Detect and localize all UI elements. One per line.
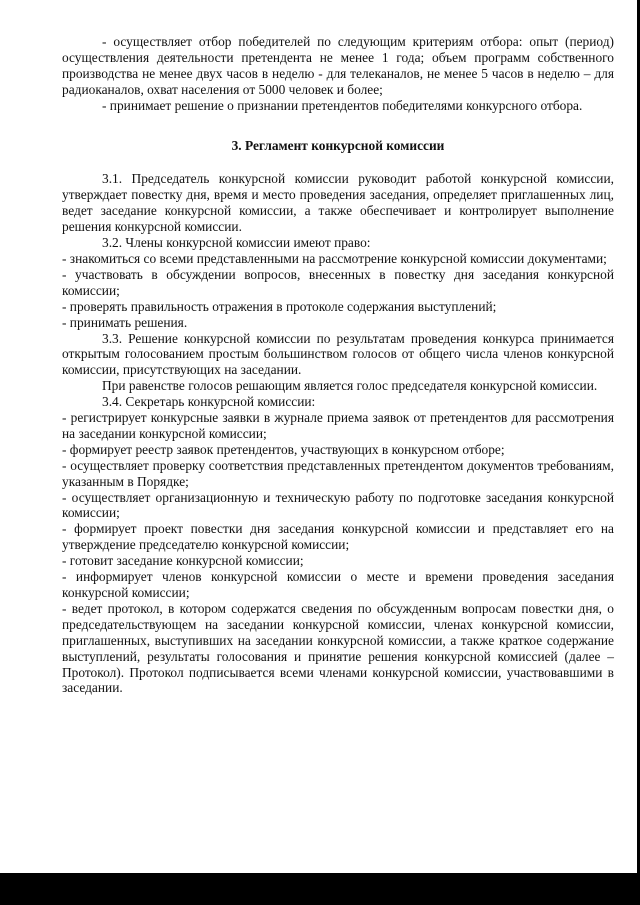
duty-item: - ведет протокол, в котором содержатся сведения по обсужденным вопросам повестки дня, о председательствующем на заседании конкурсной комиссии, членах конкурсной комиссии, приглашенных, выступивших на заседании конкурсной комиссии, а также краткое содержание выступлений, результаты голосования и принятие решения конкурсной комиссией (далее – Протокол). Протокол подписывается всеми членами конкурсной комиссии, участвовавшими в заседании. <box>62 600 614 696</box>
scan-edge-bottom <box>0 873 640 905</box>
criteria-paragraph: - осуществляет отбор победителей по следующим критериям отбора: опыт (период) осуществления деятельности претендента не менее 1 года; объем программ собственного производства не менее двух часов в неделю - для телеканалов, не менее 5 часов в неделю – для радиоканалов, охват населения от 5000 человек и более; <box>62 34 614 97</box>
clause-3-4: 3.4. Секретарь конкурсной комиссии: <box>102 394 316 410</box>
duty-item: - осуществляет организационную и техническую работу по подготовке заседания конкурсной комиссии; <box>62 489 614 521</box>
duty-item: - готовит заседание конкурсной комиссии; <box>62 553 304 569</box>
clause-3-2: 3.2. Члены конкурсной комиссии имеют право: <box>102 235 371 251</box>
duty-item: - информирует членов конкурсной комиссии о месте и времени проведения заседания конкурсной комиссии; <box>62 569 614 600</box>
clause-3-3: 3.3. Решение конкурсной комиссии по результатам проведения конкурса принимается открытым голосованием простым большинством голосов от общего числа членов конкурсной комиссии, присутствующих на заседании. <box>62 330 614 378</box>
duty-item: - формирует реестр заявок претендентов, участвующих в конкурсном отборе; <box>62 441 505 457</box>
rights-item: - проверять правильность отражения в протоколе содержания выступлений; <box>62 298 497 314</box>
rights-item: - знакомиться со всеми представленными на рассмотрение конкурсной комиссии документами; <box>62 250 607 266</box>
clause-3-1: 3.1. Председатель конкурсной комиссии руководит работой конкурсной комиссии, утверждает повестку дня, время и место проведения заседания, определяет приглашенных лиц, ведет заседание конкурсной комиссии, а также обеспечивает и контролирует выполнение решения конкурсной комиссии. <box>62 171 614 235</box>
document-body <box>62 34 614 696</box>
section-heading: 3. Регламент конкурсной комиссии <box>231 137 445 153</box>
rights-item: - участвовать в обсуждении вопросов, внесенных в повестку дня заседания конкурсной комиссии; <box>62 266 614 298</box>
clause-3-3-tie: При равенстве голосов решающим является голос председателя конкурсной комиссии. <box>102 378 598 394</box>
decision-paragraph: - принимает решение о признании претендентов победителями конкурсного отбора. <box>102 97 583 113</box>
duty-item: - формирует проект повестки дня заседания конкурсной комиссии и представляет его на утверждение председателю конкурсной комиссии; <box>62 521 614 553</box>
duty-item: - осуществляет проверку соответствия представленных претендентом документов требованиям, указанным в Порядке; <box>62 457 614 489</box>
rights-item: - принимать решения. <box>62 314 188 330</box>
duty-item: - регистрирует конкурсные заявки в журнале приема заявок от претендентов для рассмотрения на заседании конкурсной комиссии; <box>62 410 614 441</box>
